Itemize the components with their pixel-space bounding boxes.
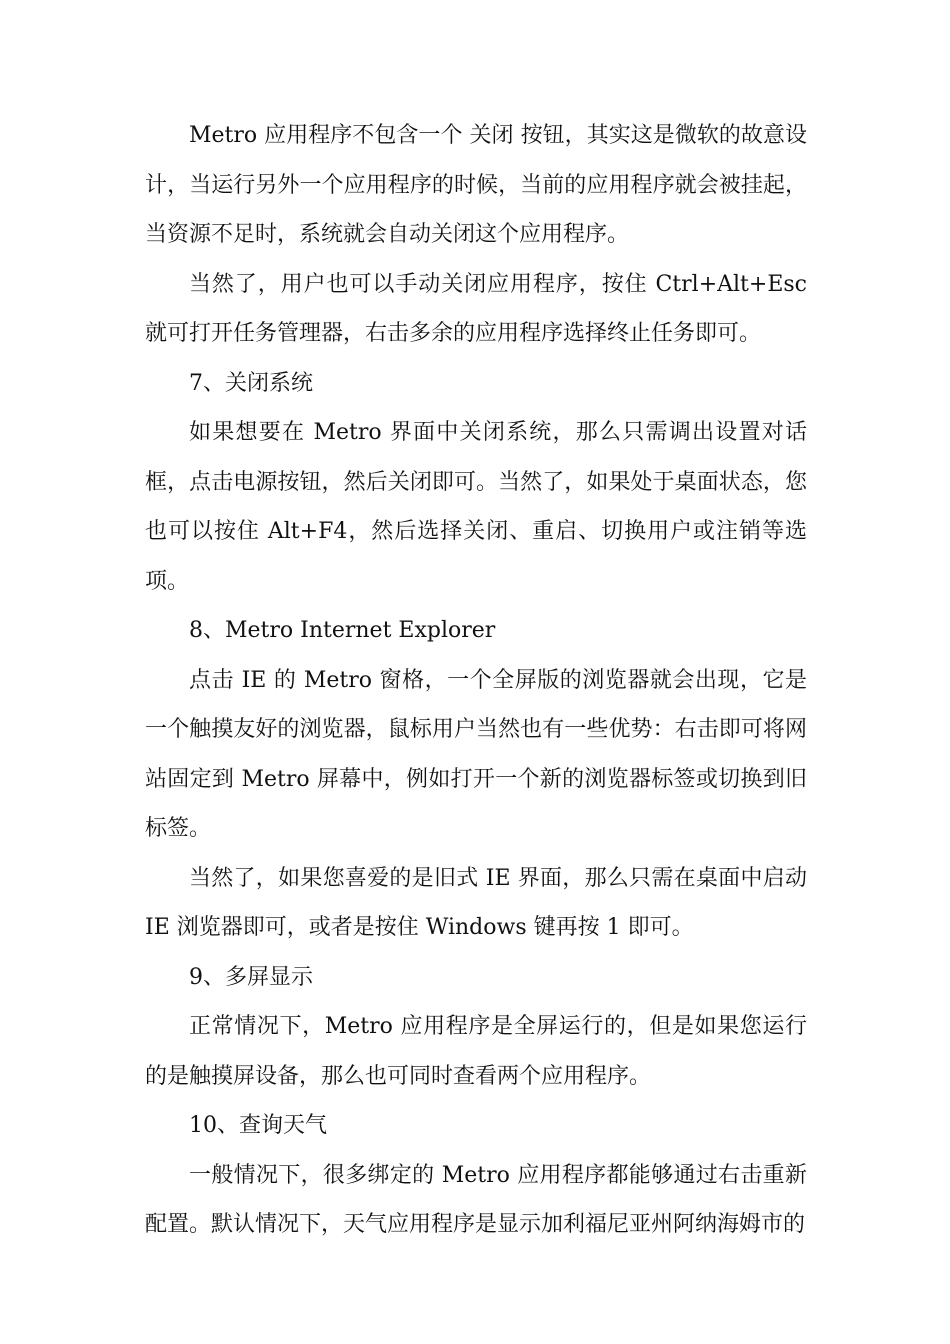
paragraph-metro-close-design: Metro 应用程序不包含一个 关闭 按钮，其实这是微软的故意设计，当运行另外一个应用程序的时候，当前的应用程序就会被挂起，当资源不足时，系统就会自动关闭这个应用程序。 — [145, 123, 807, 247]
section-heading-shutdown: 7、关闭系统 — [189, 370, 313, 396]
document-body — [145, 111, 807, 1250]
section-heading-metro-ie: 8、Metro Internet Explorer — [189, 618, 496, 643]
paragraph-multi-screen: 正常情况下，Metro 应用程序是全屏运行的，但是如果您运行的是触摸屏设备，那么也可同时查看两个应用程序。 — [145, 1014, 807, 1089]
paragraph-weather: 一般情况下，很多绑定的 Metro 应用程序都能够通过右击重新配置。默认情况下，天气应用程序是显示加利福尼亚州阿纳海姆市的 — [145, 1162, 807, 1237]
section-heading-multi-screen: 9、多屏显示 — [189, 964, 313, 990]
paragraph-classic-ie: 当然了，如果您喜爱的是旧式 IE 界面，那么只需在桌面中启动 IE 浏览器即可，或者是按住 Windows 键再按 1 即可。 — [145, 865, 807, 940]
paragraph-shutdown: 如果想要在 Metro 界面中关闭系统，那么只需调出设置对话框，点击电源按钮，然后关闭即可。当然了，如果处于桌面状态，您也可以按住 Alt+F4，然后选择关闭、重启、切换用户或注销等选项。 — [145, 420, 807, 594]
paragraph-metro-ie: 点击 IE 的 Metro 窗格，一个全屏版的浏览器就会出现，它是一个触摸友好的浏览器，鼠标用户当然也有一些优势：右击即可将网站固定到 Metro 屏幕中，例如打开一个新的浏览器标签或切换到旧标签。 — [145, 667, 807, 841]
paragraph-task-manager: 当然了，用户也可以手动关闭应用程序，按住 Ctrl+Alt+Esc 就可打开任务管理器，右击多余的应用程序选择终止任务即可。 — [145, 271, 807, 346]
section-heading-weather: 10、查询天气 — [189, 1113, 327, 1138]
